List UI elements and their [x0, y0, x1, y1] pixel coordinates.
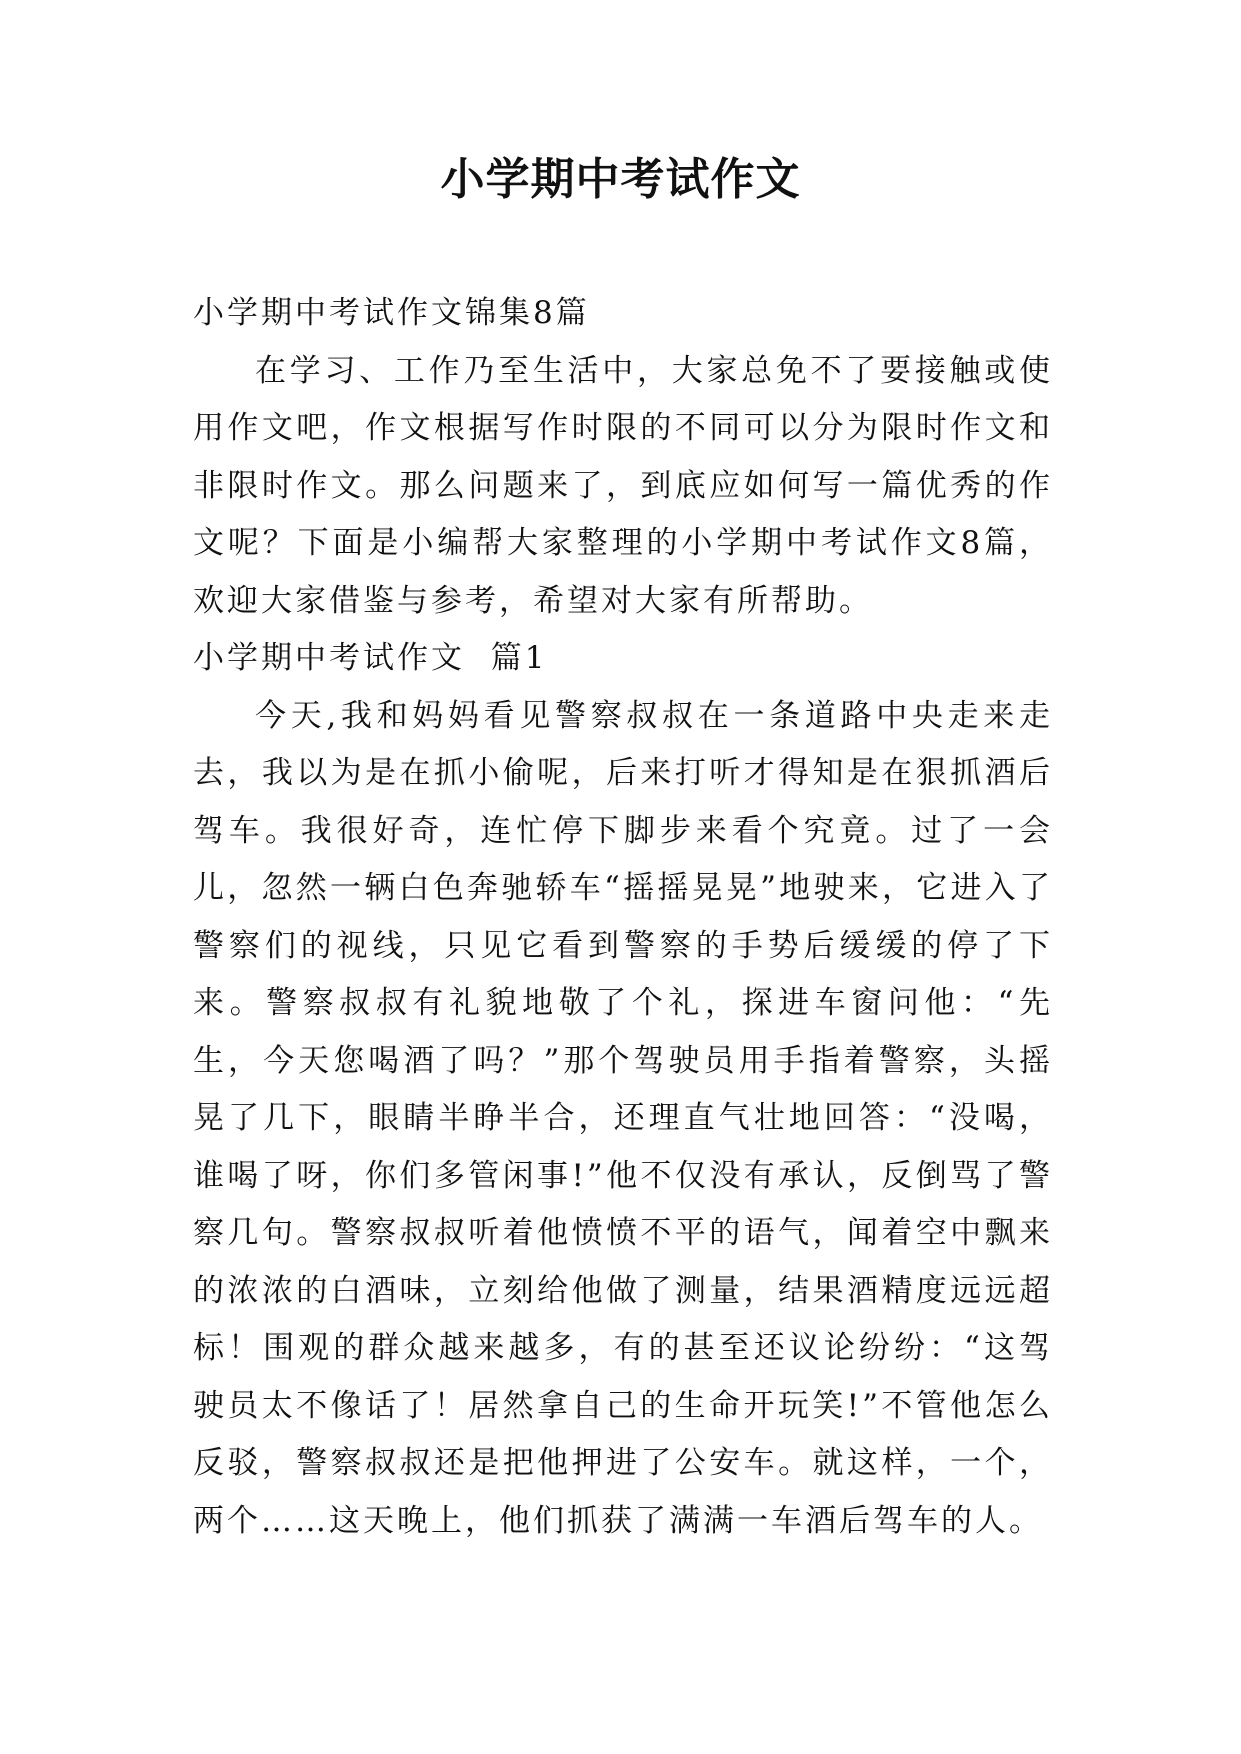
section-heading: 小学期中考试作文 篇1 — [193, 640, 548, 676]
document-body — [193, 285, 1053, 1550]
section-paragraph: 今天,我和妈妈看见警察叔叔在一条道路中央走来走去，我以为是在抓小偷呢，后来打听才得知是在狠抓酒后驾车。我很好奇，连忙停下脚步来看个究竟。过了一会儿，忽然一辆白色奔驰轿车“摇摇晃晃”地驶来，它进入了警察们的视线，只见它看到警察的手势后缓缓的停了下来。警察叔叔有礼貌地敬了个礼，探进车窗问他：“先生，今天您喝酒了吗？”那个驾驶员用手指着警察，头摇晃了几下，眼睛半睁半合，还理直气壮地回答：“没喝，谁喝了呀，你们多管闲事!”他不仅没有承认，反倒骂了警察几句。警察叔叔听着他愤愤不平的语气，闻着空中飘来的浓浓的白酒味，立刻给他做了测量，结果酒精度远远超标！围观的群众越来越多，有的甚至还议论纷纷：“这驾驶员太不像话了！居然拿自己的生命开玩笑!”不管他怎么反驳，警察叔叔还是把他押进了公安车。就这样，一个，两个……这天晚上，他们抓获了满满一车酒后驾车的人。 — [193, 697, 1053, 1539]
document-title: 小学期中考试作文 — [440, 154, 801, 205]
document-subtitle: 小学期中考试作文锦集8篇 — [193, 295, 590, 331]
intro-paragraph: 在学习、工作乃至生活中，大家总免不了要接触或使用作文吧，作文根据写作时限的不同可以分为限时作文和非限时作文。那么问题来了，到底应如何写一篇优秀的作文呢？下面是小编帮大家整理的小学期中考试作文8篇，欢迎大家借鉴与参考，希望对大家有所帮助。 — [193, 352, 1053, 619]
